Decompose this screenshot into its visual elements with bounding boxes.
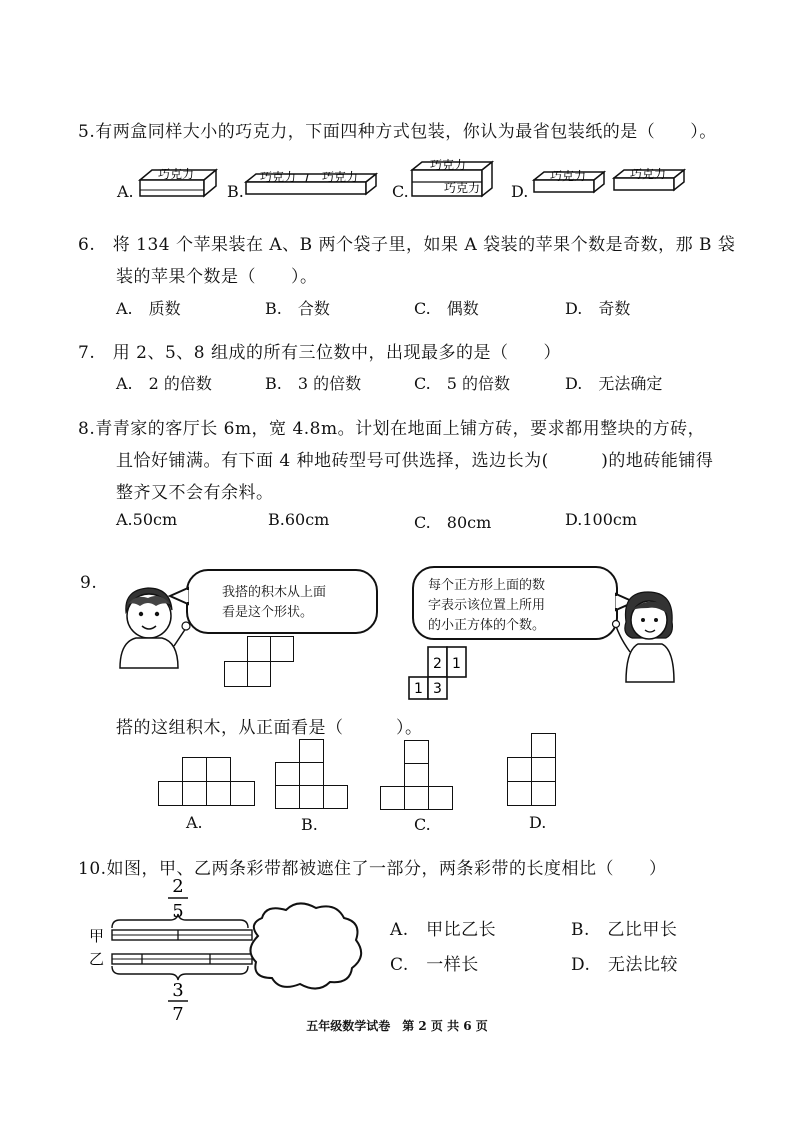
ribbon-yi-label: 乙 — [89, 950, 105, 968]
question-8-line-3: 整齐又不会有余料。 — [116, 483, 274, 503]
q10-option-d: D. 无法比较 — [571, 955, 678, 975]
question-8-line-2: 且恰好铺满。有下面 4 种地砖型号可供选择，选边长为( )的地砖能铺得 — [116, 451, 714, 471]
q5-d-box-label-1: 巧克力 — [549, 169, 587, 183]
girl-bubble-line-3: 的小正方体的个数。 — [428, 618, 546, 633]
grid-number-1-top: 1 — [452, 656, 461, 672]
q7-option-b: B. 3 的倍数 — [265, 374, 362, 393]
q10-option-c: C. 一样长 — [390, 955, 479, 975]
q5-package-d-2 — [612, 166, 687, 198]
q8-option-d: D.100cm — [565, 510, 638, 529]
q5-c-box-label-1: 巧克力 — [429, 158, 467, 172]
q5-a-box-label: 巧克力 — [157, 167, 195, 181]
q6-option-d: D. 奇数 — [565, 299, 631, 318]
q5-option-d-label: D. — [511, 182, 529, 201]
question-6-line-2: 装的苹果个数是（ ）。 — [116, 267, 318, 287]
q5-c-box-label-2: 巧克力 — [443, 181, 481, 195]
girl-speech-bubble — [412, 566, 618, 640]
question-10-text: 10.如图，甲、乙两条彩带都被遮住了一部分，两条彩带的长度相比（ ） — [78, 859, 667, 879]
page-footer: 五年级数学试卷 第 2 页 共 6 页 — [306, 1019, 488, 1033]
boy-bubble-tail — [170, 586, 194, 606]
question-9-number: 9. — [80, 573, 98, 593]
q6-option-b: B. 合数 — [265, 299, 330, 318]
top-fraction-numerator: 2 — [172, 876, 184, 897]
q5-package-a — [138, 166, 223, 204]
numbered-top-view-grid — [405, 645, 485, 705]
girl-bubble-line-2: 字表示该位置上所用 — [428, 598, 546, 613]
question-8-line-1: 8.青青家的客厅长 6m，宽 4.8m。计划在地面上铺方砖，要求都用整块的方砖， — [78, 419, 706, 439]
q6-option-a: A. 质数 — [116, 299, 181, 318]
bottom-fraction-denominator: 7 — [172, 1004, 184, 1025]
bottom-fraction-numerator: 3 — [172, 980, 184, 1001]
question-9-text: 搭的这组积木，从正面看是（ ）。 — [116, 718, 423, 738]
girl-illustration — [612, 586, 682, 682]
q5-option-c-label: C. — [392, 182, 409, 201]
ribbon-diagram — [80, 874, 380, 1025]
q5-package-d-1 — [532, 168, 607, 200]
q9-option-d-label: D. — [529, 813, 547, 832]
q6-option-c: C. 偶数 — [414, 299, 479, 318]
top-fraction-denominator: 5 — [172, 901, 184, 922]
boy-bubble-line-1: 我搭的积木从上面 — [222, 585, 327, 600]
question-6-line-1: 6. 将 134 个苹果装在 A、B 两个袋子里，如果 A 袋装的苹果个数是奇数，那 B 袋 — [78, 235, 736, 255]
q7-option-c: C. 5 的倍数 — [414, 374, 511, 393]
q5-b-box-label-1: 巧克力 — [259, 170, 297, 184]
q5-d-box-label-2: 巧克力 — [629, 167, 667, 181]
q8-option-a: A.50cm — [116, 510, 178, 529]
grid-number-2: 2 — [433, 656, 442, 672]
boy-bubble-line-2: 看是这个形状。 — [222, 605, 314, 620]
q5-b-box-label-2: 巧克力 — [321, 170, 359, 184]
q5-package-c — [410, 160, 505, 202]
grid-number-3: 3 — [433, 681, 442, 697]
q10-option-a: A. 甲比乙长 — [390, 920, 497, 940]
girl-bubble-line-1: 每个正方形上面的数 — [428, 578, 546, 593]
q5-package-b — [244, 170, 379, 200]
q5-option-a-label: A. — [117, 182, 134, 201]
q7-option-a: A. 2 的倍数 — [116, 374, 212, 393]
grid-number-1-bottom: 1 — [414, 681, 423, 697]
q7-option-d: D. 无法确定 — [565, 374, 663, 393]
q8-option-c: C. 80cm — [414, 513, 492, 532]
question-5-text: 5.有两盒同样大小的巧克力，下面四种方式包装，你认为最省包装纸的是（ ）。 — [78, 122, 717, 142]
q10-option-b: B. 乙比甲长 — [571, 920, 678, 940]
q5-option-b-label: B. — [227, 182, 244, 201]
q9-option-c-label: C. — [414, 815, 431, 834]
q9-option-b-label: B. — [301, 815, 318, 834]
question-7-text: 7. 用 2、5、8 组成的所有三位数中，出现最多的是（ ） — [78, 343, 561, 363]
boy-speech-bubble — [186, 569, 378, 634]
q9-option-a-label: A. — [186, 813, 203, 832]
q8-option-b: B.60cm — [268, 510, 330, 529]
ribbon-jia-label: 甲 — [89, 927, 105, 945]
